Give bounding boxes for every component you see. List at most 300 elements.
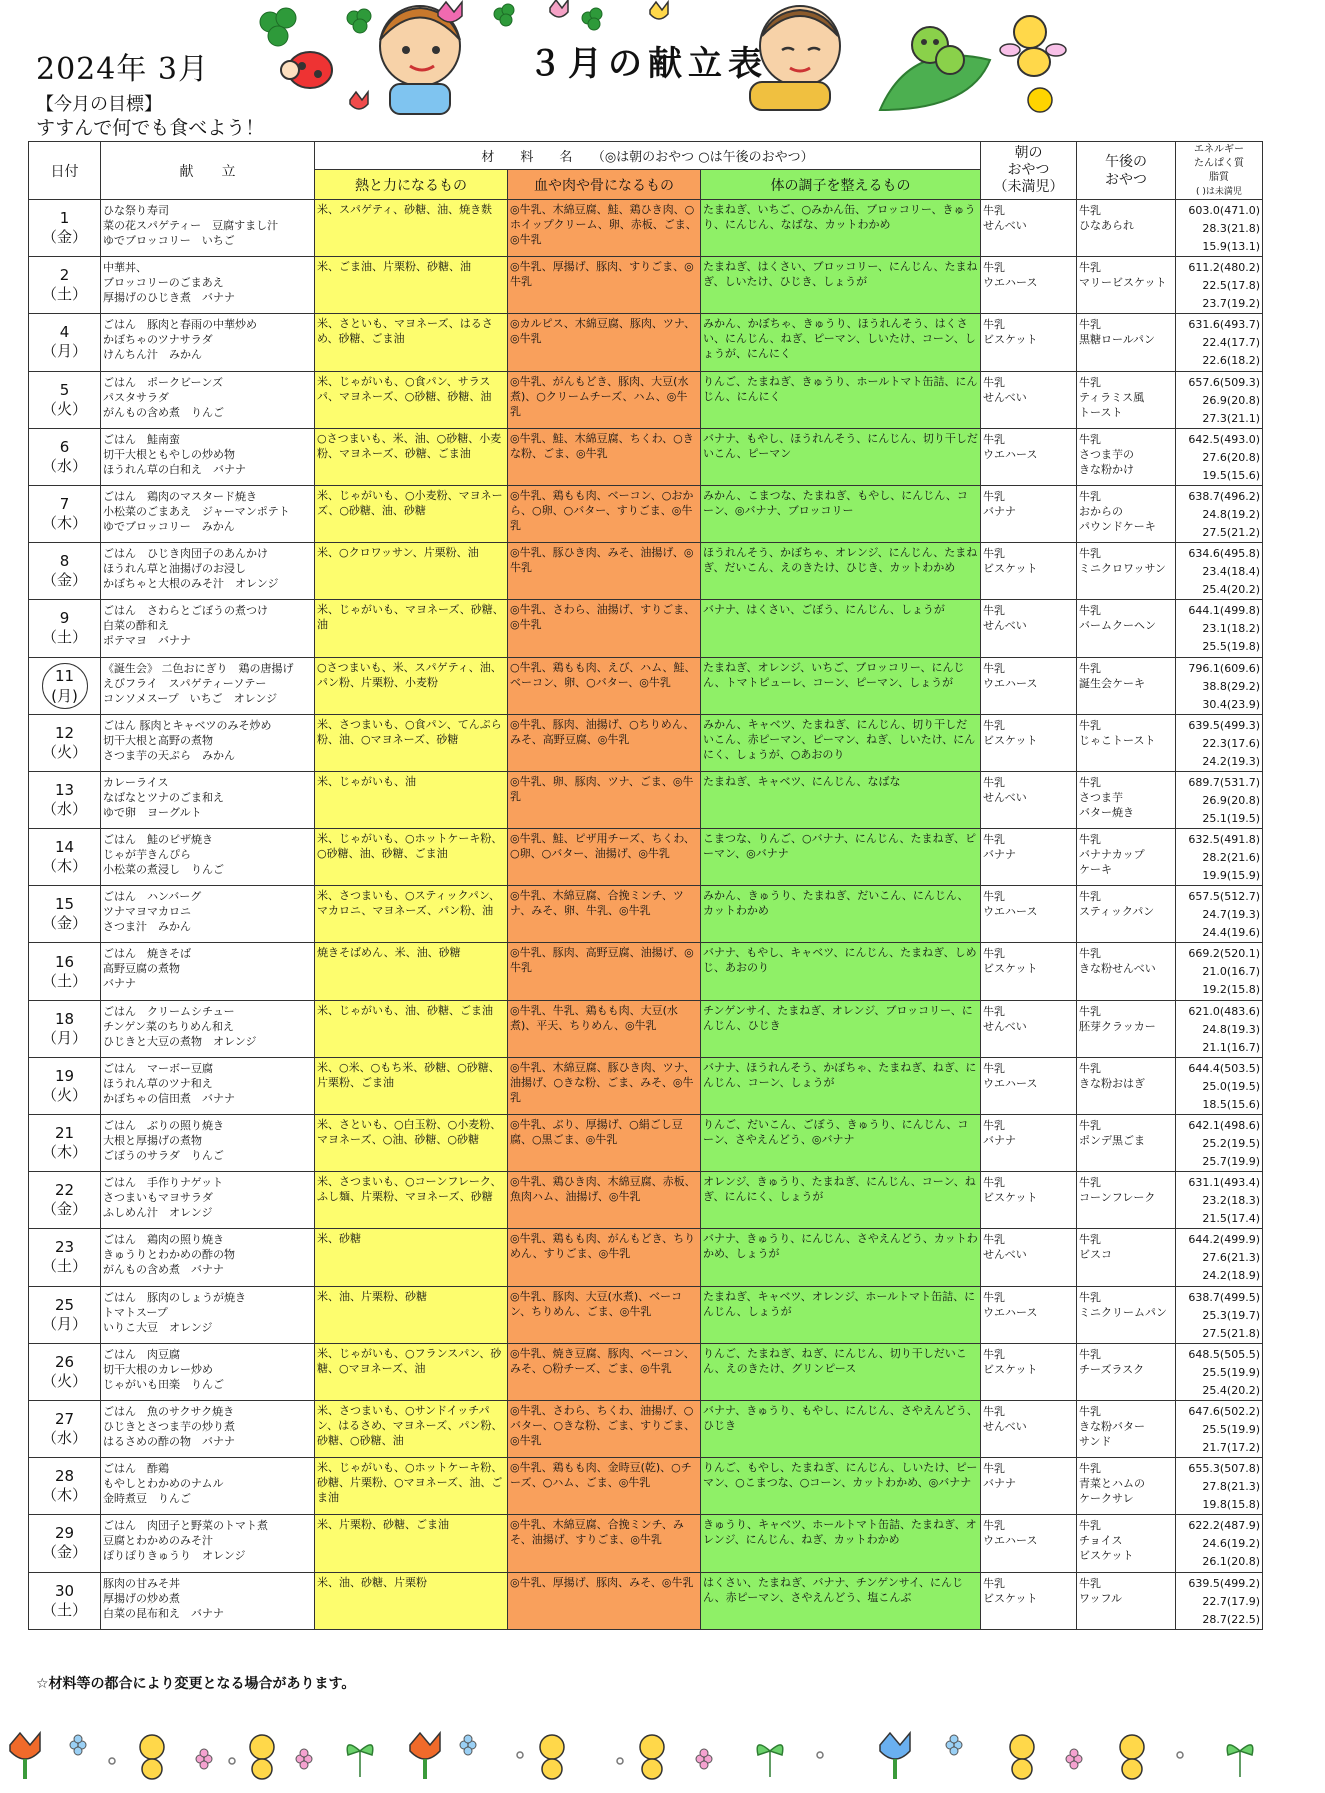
energy-value: 647.6(502.2) xyxy=(1188,1404,1260,1418)
date-cell xyxy=(29,886,101,943)
nutrition-cell xyxy=(1176,1229,1263,1286)
day-of-week: （木） xyxy=(41,857,87,876)
table-row xyxy=(29,1572,1263,1629)
regulating-foods-cell: たまねぎ、キャベツ、にんじん、なばな xyxy=(701,771,981,828)
nutrition-cell xyxy=(1176,829,1263,886)
body-building-foods-cell: ◎牛乳、木綿豆腐、合挽ミンチ、ツナ、みそ、卵、牛乳、◎牛乳 xyxy=(508,886,701,943)
body-building-foods-cell: ◎牛乳、ぶり、厚揚げ、○絹ごし豆腐、○黒ごま、◎牛乳 xyxy=(508,1115,701,1172)
nutrition-cell xyxy=(1176,771,1263,828)
nutrition-cell xyxy=(1176,1286,1263,1343)
regulating-foods-cell: たまねぎ、はくさい、ブロッコリー、にんじん、たまねぎ、しいたけ、ひじき、しょうが xyxy=(701,257,981,314)
body-building-foods-cell: ◎牛乳、厚揚げ、豚肉、すりごま、◎牛乳 xyxy=(508,257,701,314)
body-building-foods-cell: ◎牛乳、がんもどき、豚肉、大豆(水煮)、○クリームチーズ、ハム、◎牛乳 xyxy=(508,371,701,428)
day-of-week: （金） xyxy=(41,914,87,933)
day-of-week: (月) xyxy=(51,686,78,705)
fat-value: 19.9(15.9) xyxy=(1202,869,1260,883)
body-building-foods-cell: ○牛乳、鶏もも肉、えび、ハム、鮭、ベーコン、卵、○バター、◎牛乳 xyxy=(508,657,701,714)
day-number: 15 xyxy=(54,895,75,914)
menu-cell: ごはん 手作りナゲット さつまいもマヨサラダ ふしめん汁 オレンジ xyxy=(101,1172,315,1229)
table-row xyxy=(29,943,1263,1000)
nutrition-cell xyxy=(1176,600,1263,657)
protein-value: 27.6(20.8) xyxy=(1202,450,1260,464)
day-number: 28 xyxy=(54,1467,75,1486)
body-building-foods-cell: ◎牛乳、牛乳、鶏もも肉、大豆(水煮)、平天、ちりめん、◎牛乳 xyxy=(508,1000,701,1057)
am-snack-cell: 牛乳 ビスケット xyxy=(981,543,1077,600)
day-number: 5 xyxy=(59,380,70,399)
energy-foods-cell: 米、さつまいも、○スティックパン、マカロニ、マヨネーズ、パン粉、油 xyxy=(315,886,508,943)
body-building-foods-cell: ◎牛乳、豚肉、油揚げ、○ちりめん、みそ、高野豆腐、◎牛乳 xyxy=(508,714,701,771)
fat-value: 24.2(19.3) xyxy=(1202,754,1260,768)
regulating-foods-cell: みかん、こまつな、たまねぎ、もやし、にんじん、コーン、◎バナナ、ブロッコリー xyxy=(701,485,981,542)
sprout-icon xyxy=(347,1745,373,1777)
nutrition-cell xyxy=(1176,543,1263,600)
body-building-foods-cell: ◎牛乳、厚揚げ、豚肉、みそ、◎牛乳 xyxy=(508,1572,701,1629)
energy-foods-cell: 焼きそばめん、米、油、砂糖 xyxy=(315,943,508,1000)
body-building-foods-cell: ◎牛乳、木綿豆腐、鮭、鶏ひき肉、○ホイップクリーム、卵、赤板、ごま、◎牛乳 xyxy=(508,200,701,257)
pm-snack-cell: 牛乳 スティックパン xyxy=(1077,886,1176,943)
body-building-foods-cell: ◎牛乳、鶏ひき肉、木綿豆腐、赤板、魚肉ハム、油揚げ、◎牛乳 xyxy=(508,1172,701,1229)
menu-cell: 中華丼、 ブロッコリーのごまあえ 厚揚げのひじき煮 バナナ xyxy=(101,257,315,314)
body-building-foods-cell: ◎牛乳、卵、豚肉、ツナ、ごま、◎牛乳 xyxy=(508,771,701,828)
energy-value: 631.6(493.7) xyxy=(1188,318,1260,332)
menu-cell: ごはん 魚のサクサク焼き ひじきとさつま芋の炒り煮 はるさめの酢の物 バナナ xyxy=(101,1400,315,1457)
table-row xyxy=(29,1458,1263,1515)
day-of-week: （火） xyxy=(41,399,87,418)
child-note: ( )は未満児 xyxy=(1196,186,1242,197)
table-row xyxy=(29,371,1263,428)
date-cell xyxy=(29,1572,101,1629)
energy-foods-cell: 米、片栗粉、砂糖、ごま油 xyxy=(315,1515,508,1572)
day-number: 8 xyxy=(59,552,70,571)
day-number: 2 xyxy=(59,266,70,285)
regulating-foods-cell: チンゲンサイ、たまねぎ、オレンジ、ブロッコリー、にんじん、ひじき xyxy=(701,1000,981,1057)
fat-value: 30.4(23.9) xyxy=(1202,697,1260,711)
energy-value: 639.5(499.2) xyxy=(1188,1576,1260,1590)
bee-icon xyxy=(1120,1735,1144,1779)
protein-value: 23.4(18.4) xyxy=(1202,565,1260,579)
am-snack-cell: 牛乳 ウエハース xyxy=(981,257,1077,314)
nutrition-cell xyxy=(1176,1458,1263,1515)
day-of-week: （土） xyxy=(41,628,87,647)
pm-snack-cell: 牛乳 さつま芋の きな粉かけ xyxy=(1077,428,1176,485)
pm-snack-cell: 牛乳 ミニクロワッサン xyxy=(1077,543,1176,600)
energy-foods-cell: 米、油、砂糖、片栗粉 xyxy=(315,1572,508,1629)
energy-foods-cell: 米、じゃがいも、油、砂糖、ごま油 xyxy=(315,1000,508,1057)
table-row xyxy=(29,657,1263,714)
menu-cell: ごはん 鮭のピザ焼き じゃが芋きんぴら 小松菜の煮浸し りんご xyxy=(101,829,315,886)
header-energy xyxy=(1176,142,1263,200)
nutrition-cell xyxy=(1176,428,1263,485)
day-number: 13 xyxy=(54,780,75,799)
menu-cell: ごはん マーボー豆腐 ほうれん草のツナ和え かぼちゃの信田煮 バナナ xyxy=(101,1057,315,1114)
table-row xyxy=(29,1172,1263,1229)
protein-value: 22.5(17.8) xyxy=(1202,279,1260,293)
body-building-foods-cell: ◎牛乳、木綿豆腐、豚ひき肉、ツナ、油揚げ、○きな粉、ごま、みそ、◎牛乳 xyxy=(508,1057,701,1114)
fat-value: 19.5(15.6) xyxy=(1202,468,1260,482)
day-of-week: （金） xyxy=(41,571,87,590)
table-row xyxy=(29,1400,1263,1457)
goal-label: 【今月の目標】 xyxy=(36,94,162,115)
am-snack-cell: 牛乳 ビスケット xyxy=(981,943,1077,1000)
menu-cell: ごはん ぶりの照り焼き 大根と厚揚げの煮物 ごぼうのサラダ りんご xyxy=(101,1115,315,1172)
body-building-foods-cell: ◎牛乳、鶏もも肉、金時豆(乾)、○チーズ、○ハム、ごま、◎牛乳 xyxy=(508,1458,701,1515)
day-number: 12 xyxy=(54,723,75,742)
fat-value: 24.2(18.9) xyxy=(1202,1269,1260,1283)
day-of-week: （木） xyxy=(41,1143,87,1162)
date-cell xyxy=(29,314,101,371)
energy-value: 644.2(499.9) xyxy=(1188,1233,1260,1247)
nutrition-cell xyxy=(1176,886,1263,943)
regulating-foods-cell: オレンジ、きゅうり、たまねぎ、にんじん、コーン、ねぎ、にんにく、しょうが xyxy=(701,1172,981,1229)
menu-cell: ごはん 肉豆腐 切干大根のカレー炒め じゃがいも田楽 りんご xyxy=(101,1343,315,1400)
pm-snack-cell: 牛乳 マリービスケット xyxy=(1077,257,1176,314)
tulip-icon xyxy=(410,1733,440,1779)
date-cell xyxy=(29,657,101,714)
am-snack-cell: 牛乳 せんべい xyxy=(981,200,1077,257)
day-number: 11 xyxy=(54,666,75,685)
fat-value: 15.9(13.1) xyxy=(1202,240,1260,253)
protein-value: 25.0(19.5) xyxy=(1202,1079,1260,1093)
am-snack-cell: 牛乳 ウエハース xyxy=(981,1286,1077,1343)
nutrition-cell xyxy=(1176,1057,1263,1114)
regulating-foods-cell: バナナ、はくさい、ごぼう、にんじん、しょうが xyxy=(701,600,981,657)
energy-value: 657.5(512.7) xyxy=(1188,890,1260,904)
energy-foods-cell: 米、じゃがいも、マヨネーズ、砂糖、油 xyxy=(315,600,508,657)
am-snack-cell: 牛乳 せんべい xyxy=(981,1229,1077,1286)
header-green-group: 体の調子を整えるもの xyxy=(701,170,981,200)
protein-label: たんぱく質 xyxy=(1194,157,1244,169)
day-number: 26 xyxy=(54,1352,75,1371)
table-row xyxy=(29,771,1263,828)
regulating-foods-cell: みかん、きゅうり、たまねぎ、だいこん、にんじん、カットわかめ xyxy=(701,886,981,943)
energy-foods-cell: 米、じゃがいも、○食パン、サラスパ、マヨネーズ、○砂糖、砂糖、油 xyxy=(315,371,508,428)
body-building-foods-cell: ◎牛乳、鶏もも肉、ベーコン、○おから、○卵、○バター、すりごま、◎牛乳 xyxy=(508,485,701,542)
am-snack-cell: 牛乳 バナナ xyxy=(981,485,1077,542)
energy-foods-cell: 米、じゃがいも、○フランスパン、砂糖、○マヨネーズ、油 xyxy=(315,1343,508,1400)
day-of-week: （月） xyxy=(41,1314,87,1333)
protein-value: 22.3(17.6) xyxy=(1202,736,1260,750)
pm-snack-cell: 牛乳 チョイス ビスケット xyxy=(1077,1515,1176,1572)
day-of-week: （火） xyxy=(41,1085,87,1104)
protein-value: 26.9(20.8) xyxy=(1202,393,1260,407)
regulating-foods-cell: バナナ、もやし、ほうれんそう、にんじん、切り干しだいこん、ピーマン xyxy=(701,428,981,485)
am-snack-cell: 牛乳 ウエハース xyxy=(981,428,1077,485)
menu-cell: ごはん ポークビーンズ パスタサラダ がんもの含め煮 りんご xyxy=(101,371,315,428)
header-red-group: 熱と力になるもの xyxy=(315,170,508,200)
fat-value: 28.7(22.5) xyxy=(1202,1612,1260,1626)
fat-value: 25.4(20.2) xyxy=(1202,583,1260,597)
energy-value: 622.2(487.9) xyxy=(1188,1519,1260,1533)
nutrition-cell xyxy=(1176,943,1263,1000)
day-number: 4 xyxy=(59,323,70,342)
date-cell xyxy=(29,600,101,657)
body-building-foods-cell: ◎カルピス、木綿豆腐、豚肉、ツナ、◎牛乳 xyxy=(508,314,701,371)
birthday-circle xyxy=(42,663,88,709)
day-of-week: （金） xyxy=(41,1543,87,1562)
menu-cell: ごはん ハンバーグ ツナマヨマカロニ さつま汁 みかん xyxy=(101,886,315,943)
pm-snack-cell: 牛乳 ティラミス風 トースト xyxy=(1077,371,1176,428)
date-cell xyxy=(29,1000,101,1057)
protein-value: 25.5(19.9) xyxy=(1202,1422,1260,1436)
regulating-foods-cell: バナナ、ほうれんそう、かぼちゃ、たまねぎ、ねぎ、にんじん、コーン、しょうが xyxy=(701,1057,981,1114)
nutrition-cell xyxy=(1176,1400,1263,1457)
pm-snack-cell: 牛乳 バナナカップ ケーキ xyxy=(1077,829,1176,886)
am-snack-cell: 牛乳 バナナ xyxy=(981,1458,1077,1515)
energy-foods-cell: 米、じゃがいも、○ホットケーキ粉、砂糖、片栗粉、○マヨネーズ、油、ごま油 xyxy=(315,1458,508,1515)
protein-value: 24.8(19.2) xyxy=(1202,507,1260,521)
menu-cell: ごはん 焼きそば 高野豆腐の煮物 バナナ xyxy=(101,943,315,1000)
nutrition-cell xyxy=(1176,1572,1263,1629)
protein-value: 38.8(29.2) xyxy=(1202,679,1260,693)
day-of-week: （火） xyxy=(41,742,87,761)
pm-snack-cell: 牛乳 さつま芋 バター焼き xyxy=(1077,771,1176,828)
energy-value: 603.0(471.0) xyxy=(1188,204,1260,217)
menu-cell: ごはん 鶏肉の照り焼き きゅうりとわかめの酢の物 がんもの含め煮 バナナ xyxy=(101,1229,315,1286)
regulating-foods-cell: たまねぎ、キャベツ、オレンジ、ホールトマト缶詰、にんじん、しょうが xyxy=(701,1286,981,1343)
day-number: 7 xyxy=(59,495,70,514)
day-number: 19 xyxy=(54,1066,75,1085)
bee-icon xyxy=(540,1735,564,1779)
pm-snack-cell: 牛乳 おからの パウンドケーキ xyxy=(1077,485,1176,542)
year-month: 2024年 3月 xyxy=(36,52,209,87)
energy-value: 634.6(495.8) xyxy=(1188,547,1260,561)
day-number: 1 xyxy=(59,209,70,228)
energy-value: 655.3(507.8) xyxy=(1188,1462,1260,1476)
page-title: ３月の献立表 xyxy=(528,44,768,84)
body-building-foods-cell: ◎牛乳、木綿豆腐、合挽ミンチ、みそ、油揚げ、すりごま、◎牛乳 xyxy=(508,1515,701,1572)
menu-table xyxy=(28,141,1263,1630)
energy-value: 644.1(499.8) xyxy=(1188,604,1260,618)
table-row xyxy=(29,1115,1263,1172)
fat-value: 25.7(19.9) xyxy=(1202,1155,1260,1168)
day-number: 18 xyxy=(54,1009,75,1028)
protein-value: 28.2(21.6) xyxy=(1202,851,1260,865)
date-cell xyxy=(29,943,101,1000)
pm-snack-cell: 牛乳 コーンフレーク xyxy=(1077,1172,1176,1229)
energy-foods-cell: 米、さつまいも、○コーンフレーク、ふし麺、片栗粉、マヨネーズ、砂糖 xyxy=(315,1172,508,1229)
table-row xyxy=(29,886,1263,943)
menu-cell: ごはん 豚肉とキャベツのみそ炒め 切干大根と高野の煮物 さつま芋の天ぷら みかん xyxy=(101,714,315,771)
fat-value: 25.5(19.8) xyxy=(1202,640,1260,654)
energy-label: エネルギー xyxy=(1194,143,1244,155)
bee-icon xyxy=(140,1735,164,1779)
nutrition-cell xyxy=(1176,1000,1263,1057)
body-building-foods-cell: ◎牛乳、豚肉、高野豆腐、油揚げ、◎牛乳 xyxy=(508,943,701,1000)
nutrition-cell xyxy=(1176,257,1263,314)
regulating-foods-cell: たまねぎ、オレンジ、いちご、ブロッコリー、にんじん、トマトピューレ、コーン、ピーマン、しょうが xyxy=(701,657,981,714)
date-cell xyxy=(29,714,101,771)
date-cell xyxy=(29,1343,101,1400)
table-row xyxy=(29,200,1263,257)
menu-cell: ごはん ひじき肉団子のあんかけ ほうれん草と油揚げのお浸し かぼちゃと大根のみそ汁 オレンジ xyxy=(101,543,315,600)
date-cell xyxy=(29,543,101,600)
day-number: 6 xyxy=(59,437,70,456)
header-menu: 献 立 xyxy=(101,142,315,200)
date-cell xyxy=(29,1286,101,1343)
day-of-week: （水） xyxy=(41,1429,87,1448)
am-snack-cell: 牛乳 ウエハース xyxy=(981,1057,1077,1114)
fat-value: 25.4(20.2) xyxy=(1202,1383,1260,1397)
date-cell xyxy=(29,485,101,542)
energy-value: 638.7(499.5) xyxy=(1188,1290,1260,1304)
energy-value: 796.1(609.6) xyxy=(1188,661,1260,675)
energy-foods-cell: ○さつまいも、米、スパゲティ、油、パン粉、片栗粉、小麦粉 xyxy=(315,657,508,714)
energy-foods-cell: 米、○米、○もち米、砂糖、○砂糖、片栗粉、ごま油 xyxy=(315,1057,508,1114)
table-row xyxy=(29,314,1263,371)
energy-foods-cell: 米、じゃがいも、○小麦粉、マヨネーズ、○砂糖、油、砂糖 xyxy=(315,485,508,542)
energy-value: 648.5(505.5) xyxy=(1188,1347,1260,1361)
energy-foods-cell: 米、じゃがいも、油 xyxy=(315,771,508,828)
regulating-foods-cell: りんご、だいこん、ごぼう、きゅうり、にんじん、コーン、さやえんどう、◎バナナ xyxy=(701,1115,981,1172)
fat-value: 21.5(17.4) xyxy=(1202,1212,1260,1226)
regulating-foods-cell: りんご、たまねぎ、ねぎ、にんじん、切り干しだいこん、えのきたけ、グリンピース xyxy=(701,1343,981,1400)
bee-illustration xyxy=(1000,16,1066,112)
fat-value: 27.3(21.1) xyxy=(1202,411,1260,425)
menu-cell: ごはん 豚肉と春雨の中華炒め かぼちゃのツナサラダ けんちん汁 みかん xyxy=(101,314,315,371)
pm-snack-cell: 牛乳 青菜とハムの ケークサレ xyxy=(1077,1458,1176,1515)
menu-cell: ひな祭り寿司 菜の花スパゲティー 豆腐すまし汁 ゆでブロッコリー いちご xyxy=(101,200,315,257)
footer-illustration xyxy=(0,1715,1325,1785)
am-snack-cell: 牛乳 ビスケット xyxy=(981,714,1077,771)
nutrition-cell xyxy=(1176,657,1263,714)
header-date: 日付 xyxy=(29,142,101,200)
am-snack-cell: 牛乳 ビスケット xyxy=(981,314,1077,371)
pm-snack-cell: 牛乳 じゃこトースト xyxy=(1077,714,1176,771)
day-of-week: （火） xyxy=(41,1371,87,1390)
body-building-foods-cell: ◎牛乳、さわら、ちくわ、油揚げ、○バター、○きな粉、ごま、すりごま、◎牛乳 xyxy=(508,1400,701,1457)
pm-snack-cell: 牛乳 きな粉バター サンド xyxy=(1077,1400,1176,1457)
date-cell xyxy=(29,1172,101,1229)
am-snack-cell: 牛乳 せんべい xyxy=(981,1400,1077,1457)
table-row xyxy=(29,1057,1263,1114)
table-row xyxy=(29,1286,1263,1343)
bee-icon xyxy=(1010,1735,1034,1779)
regulating-foods-cell: りんご、もやし、たまねぎ、にんじん、しいたけ、ピーマン、○こまつな、○コーン、カットわかめ、◎バナナ xyxy=(701,1458,981,1515)
nutrition-cell xyxy=(1176,200,1263,257)
day-number: 22 xyxy=(54,1181,75,1200)
nutrition-cell xyxy=(1176,1115,1263,1172)
tulip-icon xyxy=(880,1733,910,1779)
protein-value: 25.3(19.7) xyxy=(1202,1308,1260,1322)
regulating-foods-cell: ほうれんそう、かぼちゃ、オレンジ、にんじん、たまねぎ、だいこん、えのきたけ、ひじき、カットわかめ xyxy=(701,543,981,600)
day-of-week: （水） xyxy=(41,456,87,475)
date-cell xyxy=(29,1400,101,1457)
table-row xyxy=(29,714,1263,771)
pm-snack-cell: 牛乳 チーズラスク xyxy=(1077,1343,1176,1400)
flower-icon xyxy=(196,1749,1082,1769)
header-pm-snack: 午後の おやつ xyxy=(1077,142,1176,200)
energy-value: 644.4(503.5) xyxy=(1188,1061,1260,1075)
regulating-foods-cell: みかん、キャベツ、たまねぎ、にんじん、切り干しだいこん、赤ピーマン、ピーマン、ねぎ、しいたけ、にんにく、しょうが、○あおのり xyxy=(701,714,981,771)
day-of-week: （月） xyxy=(41,342,87,361)
protein-value: 24.6(19.2) xyxy=(1202,1537,1260,1551)
day-of-week: （土） xyxy=(41,285,87,304)
am-snack-cell: 牛乳 せんべい xyxy=(981,371,1077,428)
pm-snack-cell: 牛乳 バームクーヘン xyxy=(1077,600,1176,657)
date-cell xyxy=(29,1229,101,1286)
table-row xyxy=(29,257,1263,314)
energy-foods-cell: 米、油、片栗粉、砂糖 xyxy=(315,1286,508,1343)
nutrition-cell xyxy=(1176,485,1263,542)
fat-value: 24.4(19.6) xyxy=(1202,926,1260,940)
nutrition-cell xyxy=(1176,1343,1263,1400)
fat-value: 26.1(20.8) xyxy=(1202,1555,1260,1569)
fat-value: 19.8(15.8) xyxy=(1202,1498,1260,1512)
day-of-week: （水） xyxy=(41,799,87,818)
fat-value: 27.5(21.8) xyxy=(1202,1326,1260,1340)
day-number: 30 xyxy=(54,1581,75,1600)
caterpillar-illustration xyxy=(880,27,990,110)
am-snack-cell: 牛乳 ビスケット xyxy=(981,1572,1077,1629)
energy-foods-cell: 米、ごま油、片栗粉、砂糖、油 xyxy=(315,257,508,314)
protein-value: 27.6(21.3) xyxy=(1202,1251,1260,1265)
day-of-week: （土） xyxy=(41,971,87,990)
energy-value: 632.5(491.8) xyxy=(1188,833,1260,847)
energy-value: 631.1(493.4) xyxy=(1188,1176,1260,1190)
table-row xyxy=(29,829,1263,886)
am-snack-cell: 牛乳 せんべい xyxy=(981,1000,1077,1057)
protein-value: 25.2(19.5) xyxy=(1202,1137,1260,1150)
fat-value: 21.1(16.7) xyxy=(1202,1040,1260,1054)
date-cell xyxy=(29,829,101,886)
energy-value: 621.0(483.6) xyxy=(1188,1004,1260,1018)
day-of-week: （金） xyxy=(41,1200,87,1219)
menu-cell: ごはん さわらとごぼうの煮つけ 白菜の酢和え ポテマヨ バナナ xyxy=(101,600,315,657)
body-building-foods-cell: ◎牛乳、鮭、木綿豆腐、ちくわ、○きな粉、ごま、◎牛乳 xyxy=(508,428,701,485)
pm-snack-cell: 牛乳 誕生会ケーキ xyxy=(1077,657,1176,714)
energy-foods-cell: 米、じゃがいも、○ホットケーキ粉、○砂糖、油、砂糖、ごま油 xyxy=(315,829,508,886)
protein-value: 24.7(19.3) xyxy=(1202,908,1260,922)
day-number: 27 xyxy=(54,1410,75,1429)
pm-snack-cell: 牛乳 ミニクリームパン xyxy=(1077,1286,1176,1343)
day-of-week: （金） xyxy=(41,228,87,247)
regulating-foods-cell: みかん、かぼちゃ、きゅうり、ほうれんそう、はくさい、にんじん、ねぎ、ピーマン、しいたけ、コーン、しょうが、にんにく xyxy=(701,314,981,371)
date-cell xyxy=(29,1115,101,1172)
table-row xyxy=(29,543,1263,600)
protein-value: 22.7(17.9) xyxy=(1202,1594,1260,1608)
pm-snack-cell: 牛乳 ワッフル xyxy=(1077,1572,1176,1629)
day-of-week: （木） xyxy=(41,1486,87,1505)
nutrition-cell xyxy=(1176,371,1263,428)
protein-value: 23.2(18.3) xyxy=(1202,1194,1260,1208)
fat-value: 25.1(19.5) xyxy=(1202,811,1260,825)
header-am-snack: 朝の おやつ （未満児） xyxy=(981,142,1077,200)
pm-snack-cell: 牛乳 きな粉せんべい xyxy=(1077,943,1176,1000)
date-cell xyxy=(29,257,101,314)
table-row xyxy=(29,1343,1263,1400)
regulating-foods-cell: たまねぎ、いちご、○みかん缶、ブロッコリー、きゅうり、にんじん、なばな、カットわかめ xyxy=(701,200,981,257)
protein-value: 23.1(18.2) xyxy=(1202,622,1260,636)
body-building-foods-cell: ◎牛乳、豚ひき肉、みそ、油揚げ、◎牛乳 xyxy=(508,543,701,600)
tulip-icon xyxy=(10,1733,40,1779)
am-snack-cell: 牛乳 バナナ xyxy=(981,1115,1077,1172)
protein-value: 21.0(16.7) xyxy=(1202,965,1260,979)
day-number: 9 xyxy=(59,609,70,628)
date-cell xyxy=(29,1057,101,1114)
date-cell xyxy=(29,428,101,485)
protein-value: 25.5(19.9) xyxy=(1202,1365,1260,1379)
menu-cell: カレーライス なばなとツナのごま和え ゆで卵 ヨーグルト xyxy=(101,771,315,828)
day-of-week: （土） xyxy=(41,1600,87,1619)
regulating-foods-cell: はくさい、たまねぎ、バナナ、チンゲンサイ、にんじん、赤ピーマン、さやえんどう、塩こんぶ xyxy=(701,1572,981,1629)
regulating-foods-cell: りんご、たまねぎ、きゅうり、ホールトマト缶詰、にんじん、にんにく xyxy=(701,371,981,428)
menu-cell: 《誕生会》 二色おにぎり 鶏の唐揚げ えびフライ スパゲティーソテー コンソメスープ いちご オレンジ xyxy=(101,657,315,714)
pm-snack-cell: 牛乳 ポンデ黒ごま xyxy=(1077,1115,1176,1172)
ladybug-illustration xyxy=(281,52,332,88)
regulating-foods-cell: バナナ、きゅうり、にんじん、さやえんどう、カットわかめ、しょうが xyxy=(701,1229,981,1286)
nutrition-cell xyxy=(1176,1515,1263,1572)
energy-foods-cell: 米、スパゲティ、砂糖、油、焼き麩 xyxy=(315,200,508,257)
